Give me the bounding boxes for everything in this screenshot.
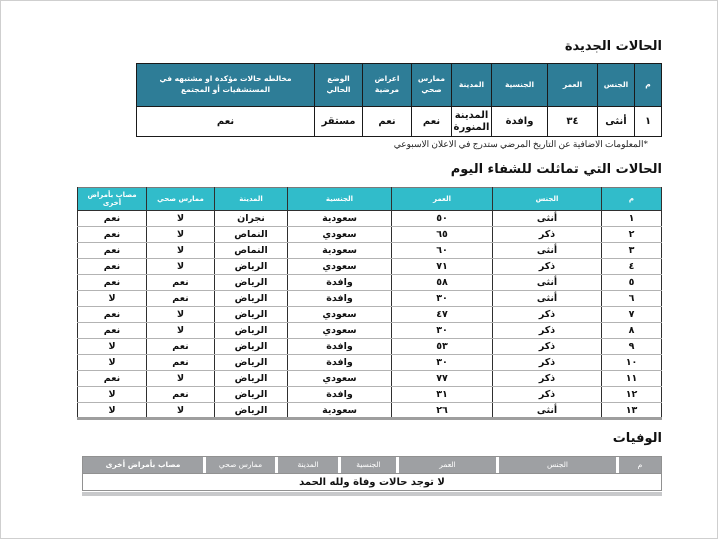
table-cell: الرياض xyxy=(215,403,288,419)
table-cell: ٥٨ xyxy=(392,275,493,291)
table-cell: نعم xyxy=(137,107,315,137)
table-cell: ٩ xyxy=(602,339,662,355)
table-cell: نعم xyxy=(78,323,147,339)
table-cell: أنثى xyxy=(493,243,602,259)
table-cell: ٢٦ xyxy=(392,403,493,419)
table-cell: وافدة xyxy=(288,355,392,371)
table-cell: مستقر xyxy=(315,107,363,137)
deaths-table-box xyxy=(82,456,662,491)
table-row xyxy=(137,107,662,137)
table-row xyxy=(78,243,662,259)
table-cell: سعودي xyxy=(288,227,392,243)
table-cell: نعم xyxy=(363,107,412,137)
table-cell: وافدة xyxy=(288,339,392,355)
table-cell: لا xyxy=(147,323,215,339)
table-cell: نعم xyxy=(78,259,147,275)
table-cell: ٢ xyxy=(602,227,662,243)
table-row xyxy=(78,323,662,339)
table-cell: ٥٠ xyxy=(392,211,493,227)
new-cases-title: الحالات الجديدة xyxy=(564,39,662,54)
deaths-header-row xyxy=(83,457,661,473)
table-cell: سعودية xyxy=(288,211,392,227)
column-header: مخالطه حالات مؤكدة او مشتبهه في المستشفيات أو المجتمع xyxy=(137,64,315,107)
column-header: اعراض مرضية xyxy=(363,64,412,107)
table-cell: نعم xyxy=(147,339,215,355)
table-row xyxy=(78,259,662,275)
table-cell: الرياض xyxy=(215,355,288,371)
table-cell: نعم xyxy=(412,107,452,137)
table-cell: الرياض xyxy=(215,307,288,323)
table-cell: ١ xyxy=(635,107,662,137)
table-cell: ٤٧ xyxy=(392,307,493,323)
table-cell: الرياض xyxy=(215,275,288,291)
deaths-table xyxy=(82,456,662,496)
table-cell: نعم xyxy=(78,275,147,291)
table-cell: الرياض xyxy=(215,387,288,403)
table-row xyxy=(78,339,662,355)
table-cell: أنثى xyxy=(493,291,602,307)
deaths-title: الوفيات xyxy=(612,431,662,446)
table-cell: وافدة xyxy=(492,107,548,137)
recovered-table xyxy=(77,187,662,420)
table-row xyxy=(78,211,662,227)
table-cell: سعودي xyxy=(288,259,392,275)
table-cell: ٧٧ xyxy=(392,371,493,387)
table-row xyxy=(78,275,662,291)
table-cell: نعم xyxy=(147,387,215,403)
table-cell: سعودي xyxy=(288,371,392,387)
table-cell: ٤ xyxy=(602,259,662,275)
table-cell: ذكر xyxy=(493,323,602,339)
column-header: العمر xyxy=(392,188,493,211)
table-row xyxy=(78,387,662,403)
table-cell: ٧ xyxy=(602,307,662,323)
table-cell: نعم xyxy=(78,307,147,323)
table-cell: ٣٤ xyxy=(548,107,598,137)
deaths-column-header: الجنس xyxy=(499,457,616,473)
deaths-column-header: م xyxy=(619,457,661,473)
table-cell: ٣٠ xyxy=(392,323,493,339)
table-cell: لا xyxy=(147,403,215,419)
table-cell: ذكر xyxy=(493,355,602,371)
column-header: م xyxy=(602,188,662,211)
deaths-column-header: المدينة xyxy=(278,457,338,473)
deaths-column-header: ممارس صحي xyxy=(206,457,275,473)
table-cell: ذكر xyxy=(493,339,602,355)
table-cell: ١٢ xyxy=(602,387,662,403)
column-header: المدينة xyxy=(215,188,288,211)
table-cell: ٦٠ xyxy=(392,243,493,259)
table-cell: سعودية xyxy=(288,403,392,419)
table-row xyxy=(78,403,662,419)
table-cell: أنثى xyxy=(493,275,602,291)
table-cell: ذكر xyxy=(493,227,602,243)
table-cell: ذكر xyxy=(493,371,602,387)
deaths-column-header: مصاب بأمراض أخرى xyxy=(83,457,203,473)
table-cell: أنثى xyxy=(598,107,635,137)
table-cell: وافدة xyxy=(288,275,392,291)
table-cell: لا xyxy=(78,339,147,355)
column-header: الجنسية xyxy=(492,64,548,107)
table-cell: ٣١ xyxy=(392,387,493,403)
table-row xyxy=(78,371,662,387)
table-cell: المدينة المنورة xyxy=(452,107,492,137)
table-cell: ٨ xyxy=(602,323,662,339)
column-header: الجنسية xyxy=(288,188,392,211)
table-cell: لا xyxy=(78,387,147,403)
deaths-table-bottom-bar xyxy=(82,492,662,496)
table-cell: ٦ xyxy=(602,291,662,307)
table-row xyxy=(78,227,662,243)
new-cases-table xyxy=(136,63,662,137)
column-header: ممارس صحي xyxy=(147,188,215,211)
deaths-empty-message: لا توجد حالات وفاة ولله الحمد xyxy=(83,473,661,490)
table-cell: نعم xyxy=(78,211,147,227)
table-cell: سعودي xyxy=(288,307,392,323)
table-cell: ٥ xyxy=(602,275,662,291)
table-cell: الرياض xyxy=(215,259,288,275)
table-cell: نعم xyxy=(78,227,147,243)
table-cell: نعم xyxy=(78,371,147,387)
table-cell: الرياض xyxy=(215,371,288,387)
table-cell: ١١ xyxy=(602,371,662,387)
table-cell: سعودي xyxy=(288,323,392,339)
table-cell: ١٣ xyxy=(602,403,662,419)
table-cell: ١ xyxy=(602,211,662,227)
table-cell: نعم xyxy=(147,275,215,291)
table-row xyxy=(78,307,662,323)
new-cases-footnote: *المعلومات الاضافية عن التاريخ المرضي ستدرج في الاعلان الاسبوعي xyxy=(393,139,648,149)
table-cell: لا xyxy=(78,291,147,307)
table-cell: سعودية xyxy=(288,243,392,259)
table-cell: نعم xyxy=(78,243,147,259)
table-cell: الرياض xyxy=(215,291,288,307)
table-row xyxy=(78,291,662,307)
table-cell: وافدة xyxy=(288,291,392,307)
column-header: م xyxy=(635,64,662,107)
column-header: المدينة xyxy=(452,64,492,107)
table-cell: أنثى xyxy=(493,403,602,419)
table-cell: ٣٠ xyxy=(392,291,493,307)
column-header: الجنس xyxy=(598,64,635,107)
table-cell: النماص xyxy=(215,227,288,243)
table-cell: لا xyxy=(147,259,215,275)
table-cell: ٣ xyxy=(602,243,662,259)
table-cell: ذكر xyxy=(493,259,602,275)
column-header: العمر xyxy=(548,64,598,107)
table-cell: لا xyxy=(147,211,215,227)
table-cell: لا xyxy=(78,355,147,371)
table-cell: لا xyxy=(78,403,147,419)
deaths-column-header: العمر xyxy=(399,457,496,473)
deaths-column-header: الجنسية xyxy=(341,457,396,473)
column-header: مصاب بأمراض أخرى xyxy=(78,188,147,211)
table-cell: ٣٠ xyxy=(392,355,493,371)
table-cell: نعم xyxy=(147,291,215,307)
table-cell: نجران xyxy=(215,211,288,227)
header-row xyxy=(137,64,662,107)
column-header: ممارس صحي xyxy=(412,64,452,107)
table-cell: أنثى xyxy=(493,211,602,227)
table-cell: الرياض xyxy=(215,339,288,355)
table-cell: لا xyxy=(147,227,215,243)
table-cell: النماص xyxy=(215,243,288,259)
header-row xyxy=(78,188,662,211)
table-cell: الرياض xyxy=(215,323,288,339)
table-cell: ٥٣ xyxy=(392,339,493,355)
table-cell: نعم xyxy=(147,355,215,371)
table-cell: لا xyxy=(147,307,215,323)
table-cell: ٦٥ xyxy=(392,227,493,243)
table-cell: وافدة xyxy=(288,387,392,403)
table-cell: لا xyxy=(147,243,215,259)
recovered-title: الحالات التي تماثلت للشفاء اليوم xyxy=(450,162,662,177)
column-header: الوضع الحالي xyxy=(315,64,363,107)
table-cell: ١٠ xyxy=(602,355,662,371)
table-cell: لا xyxy=(147,371,215,387)
table-cell: ذكر xyxy=(493,307,602,323)
column-header: الجنس xyxy=(493,188,602,211)
table-cell: ٧١ xyxy=(392,259,493,275)
table-row xyxy=(78,355,662,371)
table-cell: ذكر xyxy=(493,387,602,403)
